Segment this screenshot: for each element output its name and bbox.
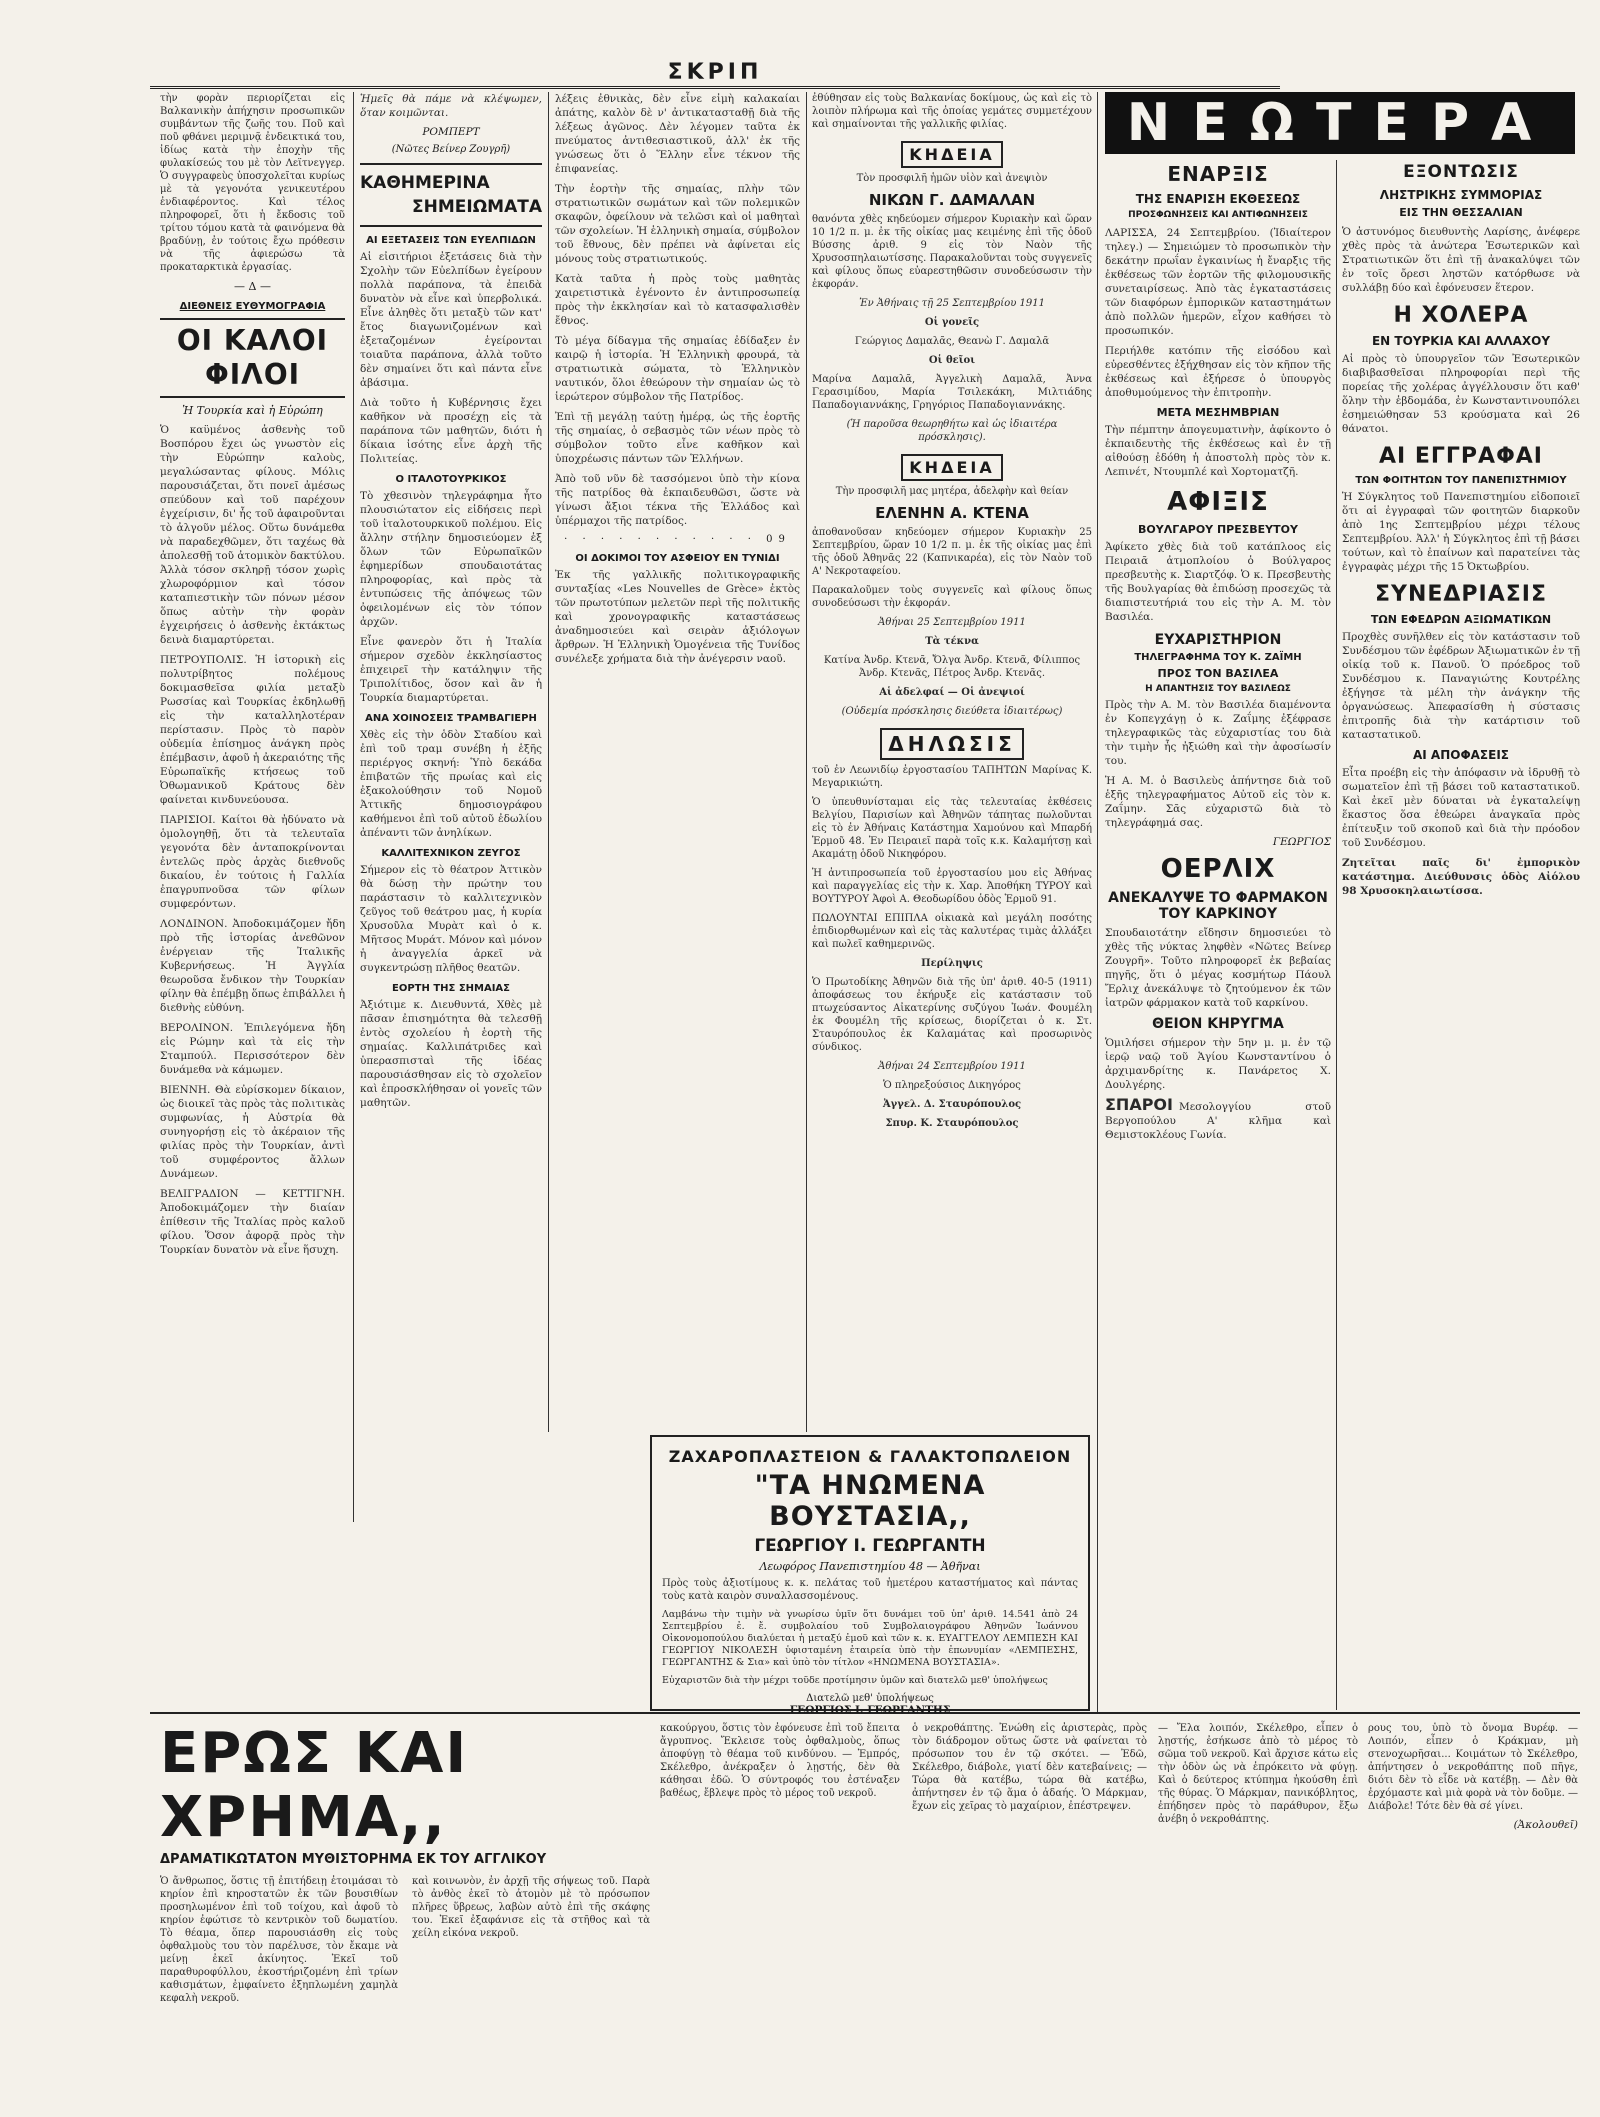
section-heading: ΑΝΑ ΧΟΙΝΟΣΕΙΣ ΤΡΑΜΒΑΓΙΕΡΗ: [365, 713, 537, 724]
serial-novel-column: [1368, 1722, 1578, 1982]
article-text: Προχθὲς συνῆλθεν εἰς τὸν κατάστασιν τοῦ Συνδέσμου τῶν ἐφέδρων Ἀξιωματικῶν ἐν τῇ οἰκίᾳ τοῦ κ. Πανοῦ. Ὁ πρόεδρος τοῦ Συνδέσμου κ. Παναγιώτης Κουτρέλης ἐξήγησε τὰ μέλη τὴν ἀνάγκην τῆς ὀργανώσεως. Ἀπεφασίσθη ἡ σύστασις ἐπιτροπῆς διὰ τὴν κατάρτισιν τοῦ καταστατικοῦ.: [1342, 631, 1580, 741]
pastry-shop-advertisement: [650, 1435, 1090, 1716]
serial-novel-column: [1158, 1722, 1358, 1982]
section-heading: ΚΑΛΛΙΤΕΧΝΙΚΟΝ ΖΕΥΓΟΣ: [381, 848, 521, 859]
serial-novel-column: [912, 1722, 1147, 1982]
subheading: ΤΗΛΕΓΡΑΦΗΜΑ ΤΟΥ Κ. ΖΑΪΜΗ: [1134, 652, 1302, 663]
novel-text: καὶ κοινωνὸν, ἐν ἀρχῇ τῆς σήψεως τοῦ. Παρὰ τὸ ἀνθὸς ἐκεῖ τὸ ἀτομὸν μὲ τὸ πρόσωπον πλῆρες ὕβρεως, λαβὼν αὐτὸ ἐπὶ τῆς σκάφης του. Ἐκεῖ ἐξαφάνισε εἰς τὰ στῆθος καὶ τὰ χείλη εἰκόνα νεκροῦ.: [412, 1876, 650, 1939]
column-6: [1342, 160, 1580, 1710]
section-heading: Ο ΙΤΑΛΟΤΟΥΡΚΙΚΟΣ: [395, 474, 507, 485]
article-text: Ἀπὸ τοῦ νῦν δὲ τασσόμενοι ὑπὸ τὴν κίονα τῆς πατρίδος θὰ ἐκπαιδευθῶσι, ὥστε νὰ γίνωσι ἄξιοι τέκνα τῆς Ἑλλάδος καὶ ὑπέρμαχοι τῆς πατρίδος.: [555, 473, 800, 527]
article-text: Εἶτα προέβη εἰς τὴν ἀπόφασιν νὰ ἱδρυθῇ τὸ σωματεῖον ἐπὶ τῇ βάσει τοῦ καταστατικοῦ. Καὶ ἐκεῖ μὲν δύναται νὰ ἐγκαταλείψῃ ἕκαστος ὅσα ἐθεώρει ἀναγκαῖα πρὸς ἐπίτευξιν τοῦ σκοποῦ καὶ διὰ τὴν πρόοδον τοῦ Συνδέσμου.: [1342, 767, 1580, 849]
headline-meeting: ΣΥΝΕΔΡΙΑΣΙΣ: [1374, 582, 1547, 607]
masthead: [150, 60, 1280, 89]
notice-text: Ὁ πληρεξούσιος Δικηγόρος: [883, 1080, 1021, 1091]
classified-ad: Ζητεῖται παῖς δι' ἐμπορικὸν κατάστημα. Διεύθυνσις ὁδὸς Αἰόλου 98 Χρυσοκηλαιωτίσσα.: [1342, 857, 1580, 897]
subheading: ΤΩΝ ΕΦΕΔΡΩΝ ΑΞΙΩΜΑΤΙΚΩΝ: [1370, 613, 1552, 626]
ad-text: Εὐχαριστῶν διὰ τὴν μέχρι τοῦδε προτίμησιν ὑμῶν καὶ διατελῶ μεθ' ὑπολήψεως: [662, 1675, 1048, 1686]
notice-date: Ἀθήναι 24 Σεπτεμβρίου 1911: [878, 1061, 1026, 1072]
declaration-heading: ΔΗΛΩΣΙΣ: [880, 728, 1023, 760]
notice-label: Τὰ τέκνα: [925, 636, 979, 647]
ad-closing: Διατελῶ μεθ' ὑπολήψεως: [806, 1693, 934, 1704]
signature: ΓΕΩΡΓΙΟΣ: [1272, 836, 1331, 848]
column-rule: [548, 92, 549, 1432]
notice-names: Σπυρ. Κ. Σταυρόπουλος: [885, 1118, 1019, 1129]
novel-subtitle: ΔΡΑΜΑΤΙΚΩΤΑΤΟΝ ΜΥΘΙΣΤΟΡΗΜΑ ΕΚ ΤΟΥ ΑΓΓΛΙΚΟΥ: [160, 1852, 547, 1867]
novel-title: ΕΡΩΣ ΚΑΙ ΧΡΗΜΑ,,: [160, 1721, 469, 1850]
novel-text: Ὁ ἄνθρωπος, ὅστις τῇ ἐπιτήδειῃ ἐτοιμάσαι τὸ κηρίον ἐπὶ κηροστατῶν ἐκ τῶν βουσιθίων προσηλωμένον ἐπὶ τοῦ τοίχου, καὶ ἀφοῦ τὸ κηρίον ἐφώτισε τὸ κεντρικὸν τοῦ δωματίου. Τὸ θέαμα, ὅπερ παρουσιάσθη εἰς τοὺς ὀφθαλμοὺς του τὸν παρέλυσε, τὸν ἔκαμε νὰ μείνῃ ἐκεῖ ἀκίνητος. Ἐκεῖ τοῦ παραθυροφύλλου, ἐκοστήριζομένη ἐπὶ τρίων καθισμάτων, ἐμφαίνετο ἐξηπλωμένη χαμηλὰ κεφαλὴ νεκροῦ.: [160, 1876, 398, 2004]
deceased-name: ΝΙΚΩΝ Γ. ΔΑΜΑΛΑΝ: [868, 191, 1036, 209]
novel-text: ὁ νεκροθάπτης. Ἐνώθη εἰς ἀριστερὰς, πρὸς τὸν διάδρομον οὕτως ὥστε νὰ φαίνεται τὸ πρόσωπον του ἐν τῷ σκότει. — Ἐδῶ, Σκέλεθρο, διάβολε, γιατί δὲν κατεβαίνεις; — Τώρα θὰ κατέβω, τώρα θὰ κατέβω, ἀπήντησεν ἐν τῷ ἅμα ὁ ἀδαής. Ὁ Μάρκμαν, ἔχων εἰς χεῖρας τὸ μαχαίριον, ἐπέστρεψεν.: [912, 1723, 1147, 1812]
notice-text: ἀποθανοῦσαν κηδεύομεν σήμερον Κυριακὴν 25 Σεπτεμβρίου, ὥραν 10 1/2 π. μ. ἐκ τῆς οἰκίας μας ἐπὶ τῆς ὁδοῦ Ἀθηνᾶς 22 (Καπνικαρέα), εἰς τὸν Ναὸν τοῦ Α' Νεκροταφείου.: [812, 527, 1092, 577]
column-1: [160, 92, 345, 1512]
article-text: ΛΟΝΔΙΝΟΝ. Ἀποδοκιμάζομεν ἤδη πρὸ τῆς ἱστορίας ἀνεθῶνον ἐνέργειαν τῆς Ἰταλικῆς Κυβερνήσεως. Ἡ Ἀγγλία θεωροῦσα ἔνδικον τὴν Τουρκίαν φίλην θὰ ἐπέμβῃ ὅπως ἐπιβάλλει ἡ διεθνὴς εὐθύνη.: [160, 918, 345, 1014]
novel-text: — Ἔλα λοιπόν, Σκέλεθρο, εἶπεν ὁ λῃστής, ἐσήκωσε ἀπὸ τὸ μέρος τὸ σῶμα τοῦ νεκροῦ. Καὶ ἄρχισε κάτω εἰς τὴν ὁδὸν ὡς νὰ ἐπρόκειτο νὰ φύγῃ. Καὶ ὁ δεύτερος κτύπημα ἠκούσθη ἐπὶ τῆς θύρας. Ὁ Μάρκμαν, πανικόβλητος, ἐπήδησεν πρὸς τὸ παράθυρον, ἔξω ἀνέβη ὁ νεκροθάπτης.: [1158, 1723, 1358, 1825]
column-rule: [1336, 160, 1337, 1710]
article-text: Ἡ Α. Μ. ὁ Βασιλεὺς ἀπήντησε διὰ τοῦ ἑξῆς τηλεγραφήματος Αὐτοῦ εἰς τὸν κ. Ζαΐμην. Σᾶς εὐχαριστῶ διὰ τὸ τηλεγράφημά σας.: [1105, 775, 1331, 829]
ad-heading: ΖΑΧΑΡΟΠΛΑΣΤΕΙΟΝ & ΓΑΛΑΚΤΟΠΩΛΕΙΟΝ: [668, 1447, 1072, 1466]
subheadline: Ἡ Τουρκία καὶ ἡ Εὐρώπη: [182, 404, 323, 417]
novel-text: ρους του, ὑπὸ τὸ ὄνομα Βυρέφ. — Λοιπόν, εἶπεν ὁ Κράκμαν, μὴ στενοχωρῆσαι... Κοιμάτων τὸ Σκέλεθρο, ἀπήντησεν ὁ νεκροθάπτης ποῦ πῆγε, διότι δὲν τὸ εἶδε νὰ κατέβῃ. — Δὲν θὰ ἐρχόμαστε καὶ μιὰ φορὰ νὰ τὸν δοῦμε. — Διάβολε! Τότε δὲν θὰ σέ γίνει.: [1368, 1723, 1578, 1812]
headline-exhibition: ΤΗΣ ΕΝΑΡΙΣΗ ΕΚΘΕΣΕΩΣ: [1135, 192, 1301, 206]
column-3: [555, 92, 800, 1422]
serial-novel-column: [660, 1722, 900, 1982]
subheading: ΠΡΟΣΦΩΝΗΣΕΙΣ ΚΑΙ ΑΝΤΙΦΩΝΗΣΕΙΣ: [1128, 210, 1308, 220]
ad-text: Λαμβάνω τὴν τιμὴν νὰ γνωρίσω ὑμῖν ὅτι δυνάμει τοῦ ὑπ' ἀριθ. 14.541 ἀπὸ 24 Σεπτεμβρίου ἐ. ἔ. συμβολαίου τοῦ Συμβολαιογράφου Ἀθηνῶν Ἰωάννου Οἰκονομοπούλου διαλύεται ἡ μεταξύ ἐμοῦ καὶ τῶν κ. κ. ΕΥΑΓΓΕΛΟΥ ΛΕΜΠΕΣΗ ΚΑΙ ΓΕΩΡΓΙΟΥ ΝΙΚΟΛΕΣΗ ὑφισταμένη ἑταιρεία ὑπὸ τὴν ἐπωνυμίαν «ΛΕΜΠΕΣΗΣ, ΓΕΩΡΓΑΝΤΗΣ & Σια» καὶ ὑπὸ τὸν τίτλον «ΗΝΩΜΕΝΑ ΒΟΥΣΤΑΣΙΑ».: [662, 1609, 1078, 1668]
column-rule: [1097, 92, 1098, 1712]
notice-text: Τὴν προσφιλῆ μας μητέρα, ἀδελφὴν καὶ θείαν: [835, 486, 1069, 497]
classified-ad: [1105, 1095, 1331, 1142]
headline-arrival: ΑΦΙΞΙΣ: [1167, 487, 1269, 517]
ad-owner: ΓΕΩΡΓΙΟΥ Ι. ΓΕΩΡΓΑΝΤΗ: [754, 1536, 986, 1556]
article-text: τὴν φορὰν περιορίζεται εἰς Βαλκανικὴν ἀπήχησιν προσωπικῶν συμβάντων τῆς ζωῆς του. Ποῦ καὶ ποῦ φθάνει μεριμνᾷ ἐνδεικτικά του, ἰδίως κατὰ τὴν ἐποχὴν τῆς φυλακίσεώς του μὲ τὸν Λεϊτνεγγερ. Ὁ συγγραφεὺς ὑποσχολεῖται κυρίως μὲ τὰ γεγονότα γενικευτέρου ἐνδιαφέροντος. Καὶ τέλος πληροφορεῖ, ὅτι ἡ ἔκδοσις τοῦ τρίτου τόμου κατὰ τὰ φαινόμενα θὰ βραδύνῃ, ἐν τούτοις ἔχω πρόθεσιν νὰ τῆς ἀφιερώσω τὰ προκαταρκτικὰ ἐργασίας.: [160, 93, 345, 273]
funeral-notice-heading: ΚΗΔΕΙΑ: [901, 141, 1002, 168]
article-text: Εἶνε φανερὸν ὅτι ἡ Ἰταλία σήμερον σχεδὸν ἐκκλησίαστος ἐπιχειρεῖ τὴν κατάληψιν τῆς Τριπολίτιδος, ὅσον καὶ ἂν ἡ Τουρκία διαμαρτύρεται.: [360, 636, 542, 704]
subheading: ΜΕΤΑ ΜΕΣΗΜΒΡΙΑΝ: [1156, 406, 1280, 419]
subheading: ΒΟΥΛΓΑΡΟΥ ΠΡΕΣΒΕΥΤΟΥ: [1138, 523, 1298, 536]
subheading: ΕΙΣ ΤΗΝ ΘΕΣΣΑΛΙΑΝ: [1399, 206, 1523, 219]
funeral-notice-heading: ΚΗΔΕΙΑ: [901, 454, 1002, 481]
ad-address: Λεωφόρος Πανεπιστημίου 48 — Ἀθῆναι: [759, 1560, 981, 1573]
article-text: Ἀξιότιμε κ. Διευθυντά, Χθὲς μὲ πᾶσαν ἐπισημότητα θὰ τελεσθῇ ἐντὸς σχολείου ἡ ἑορτὴ τῆς σημαίας. Καλλιπάτριδες καὶ ὑπερασπισταὶ τῆς ἰδέας παρουσιάσθησαν εἰς τὸ σχολεῖον καὶ ἐπροσκλήθησαν οἱ γονεῖς τῶν μαθητῶν.: [360, 999, 542, 1109]
article-text: Αἱ πρὸς τὸ ὑπουργεῖον τῶν Ἐσωτερικῶν διαβιβασθεῖσαι πληροφορίαι περὶ τῆς πορείας τῆς χολέρας ἀγγέλλουσιν ὅτι καθ' ὅλην τὴν ἑβδομάδα, ἐν Κωνσταντινουπόλει ἐσημειώθησαν 53 κρούσματα καὶ 26 θάνατοι.: [1342, 353, 1580, 435]
notice-text: Ὁ ὑπευθυνίσταμαι εἰς τὰς τελευταίας ἐκθέσεις Βελγίου, Παρισίων καὶ Ἀθηνῶν τάπητας πωλοῦνται εἰς τὸ ἐν Ἀθήναις Κατάστημα Χαμούνου καὶ Μπαρδή Ἑρμοῦ 48. Ἐν Πειραιεῖ παρὰ τοῖς κ.κ. Καλαμήτσῃ καὶ Ακαμάτῃ ὁδοῦ Νικηφόρου.: [812, 797, 1092, 860]
article-text: Διὰ τοῦτο ἡ Κυβέρνησις ἔχει καθῆκον νὰ προσέχῃ εἰς τὰ παράπονα τῶν μαθητῶν, διότι ἡ δίκαια ἰσότης εἶνε ἀρχὴ τῆς Πολιτείας.: [360, 397, 542, 465]
epigraph-source: (Νῶτες Βείνερ Ζουγρῆ): [391, 144, 511, 155]
column-2: [360, 92, 542, 1422]
article-text: ἐθύθησαν εἰς τοὺς Βαλκανίας δοκίμους, ὡς καὶ εἰς τὸ λοιπὸν πλήρωμα καὶ τῆς ὁποίας γεμάτες συμμετέχουν καὶ σημαίνονται τῆς γαλλικῆς φιλίας.: [812, 93, 1092, 130]
article-text: Χθὲς εἰς τὴν ὁδὸν Σταδίου καὶ ἐπὶ τοῦ τραμ συνέβη ἡ ἑξῆς περιέργος σκηνή: Ὑπὸ δεκάδα ἐπιβατῶν τῆς πρωίας καὶ εἰς ἐξακολούθησιν τοῦ Νομοῦ Ἀττικῆς δημοσιογράφου καθήμενοι ἐπὶ τοῦ αὐτοῦ ἐδωλίου ἀπέναντι τῶν ἀνηλίκων.: [360, 729, 542, 839]
subheading: ΑΙ ΑΠΟΦΑΣΕΙΣ: [1412, 748, 1509, 762]
article-text: Πρὸς τὴν Α. Μ. τὸν Βασιλέα διαμένοντα ἐν Κοπεγχάγῃ ὁ κ. Ζαΐμης ἐξέφρασε τηλεγραφικῶς τὰς εὐχαριστίας του διὰ τὴν τιμὴν ἧς ἠξιώθη καὶ τὴν ἀφοσίωσίν του.: [1105, 699, 1331, 767]
notice-text: θανόντα χθὲς κηδεύομεν σήμερον Κυριακὴν καὶ ὥραν 10 1/2 π. μ. ἐκ τῆς οἰκίας μας κειμένης ἐπὶ τῆς ὁδοῦ Βύσσης ἀριθ. 9 εἰς τὸν Ναὸν τῆς Χρυσοσπηλαιωτίσσης. Παρακαλοῦνται τοὺς συγγενεῖς καὶ φίλους ὅπως εὐαρεστηθῶσιν συνοδεύσωσιν τὴν ἐκφοράν.: [812, 214, 1092, 290]
column-5: [1105, 160, 1331, 1710]
ad-signature: ΓΕΩΡΓΙΟΣ Ι. ΓΕΩΡΓΑΝΤΗΣ: [789, 1704, 951, 1716]
notice-text: ΠΩΛΟΥΝΤΑΙ ΕΠΙΠΛΑ οἰκιακὰ καὶ μεγάλη ποσότης ἐπιδιορθωμένων καὶ εἰς τὰς καλυτέρας τιμὰς ἀλλάξει καὶ πωλεῖ καθημερινῶς.: [812, 913, 1092, 950]
article-text: Τὸ μέγα δίδαγμα τῆς σημαίας ἐδίδαξεν ἐν καιρῷ ἡ ἱστορία. Ἡ Ἑλληνικὴ φρουρά, τὰ στρατιωτικὰ σώματα, τὸ Ἑλληνικὸν ναυτικόν, ὅλοι ἐθεώρουν τὴν σημαίαν ὡς τὸ ἱερώτερον σύμβολον τῆς Πατρίδος.: [555, 335, 800, 403]
notice-note: (Οὐδεμία πρόσκλησις διεύθετα ἰδιαιτέρως): [841, 706, 1063, 717]
signature: — Δ —: [234, 280, 271, 293]
daily-notes-header: [360, 163, 542, 227]
notice-date: Ἀθήναι 25 Σεπτεμβρίου 1911: [878, 617, 1026, 628]
article-text: Ἐκ τῆς γαλλικῆς πολιτικογραφικῆς συνταξίας «Les Nouvelles de Grèce» ἐκτὸς τῶν πρωτοτύπων μελετῶν περὶ τῆς πολιτικῆς καὶ χρονογραφικῆς καταστάσεως ἀναδημοσιεύει καὶ σειρὰν ἀξιόλογων ἄρθρων. Ἡ Ἑλληνικὴ Ὁμογένεια τῆς Τυνίδος συνέλεξε χρήματα διὰ τὴν ἀνέγερσιν ναοῦ.: [555, 569, 800, 665]
headline-gang: ΛΗΣΤΡΙΚΗΣ ΣΥΜΜΟΡΙΑΣ: [1379, 188, 1543, 202]
headline-cholera: Η ΧΟΛΕΡΑ: [1393, 303, 1529, 328]
article-text: λέξεις ἐθνικὰς, δὲν εἶνε εἰμὴ καλακαίαι ἀπάτης, καλὸν δὲ ν' ἀντικατασταθῇ διὰ τῆς λέξεως ἀγῶνος. Δὲν λέγομεν ταῦτα ἐκ πνεύματος ἀντιθεσιαστικοῦ, ἀλλ' ἐκ τῆς γνώσεως ὅτι ὁ Ἕλλην εἶνε τέκνον τῆς ἐπιφανείας.: [555, 93, 800, 175]
headline-cancer-cure: ΑΝΕΚΑΛΥΨΕ ΤΟ ΦΑΡΜΑΚΟΝ ΤΟΥ ΚΑΡΚΙΝΟΥ: [1108, 890, 1328, 922]
article-text: Ἐπὶ τῇ μεγάλῃ ταύτῃ ἡμέρᾳ, ὡς τῆς ἑορτῆς τῆς σημαίας, ὁ σεβασμὸς τῶν νέων πρὸς τὸ σύμβολον τοῦτο εἶνε καθῆκον καὶ ὑποχρέωσις πάντων τῶν Ἑλλήνων.: [555, 411, 800, 465]
article-text: Περιήλθε κατόπιν τῆς εἰσόδου καὶ εὐρεσθέντες ἐξήχθησαν εἰς τὸν κῆπον τῆς ἐκθέσεως καὶ ἐξήρεσε ὁ ὑπουργὸς ἀποθυμούμενος τὴν ἐπιτροπὴν.: [1105, 345, 1331, 399]
notice-label: Περίληψις: [921, 958, 983, 969]
to-be-continued: (Ἀκολουθεῖ): [1513, 1819, 1578, 1831]
deceased-name: ΕΛΕΝΗΝ Α. ΚΤΕΝΑ: [875, 504, 1029, 522]
headline-sermon: ΘΕΙΟΝ ΚΗΡΥΓΜΑ: [1152, 1016, 1284, 1032]
section-kicker: ΔΙΕΘΝΕΙΣ ΕΥΘΥΜΟΓΡΑΦΙΑ: [179, 301, 326, 312]
article-text: Ἡ Σύγκλητος τοῦ Πανεπιστημίου εἰδοποιεῖ ὅτι αἱ ἐγγραφαὶ τῶν φοιτητῶν διαρκοῦν ἀπὸ 1ης Σεπτεμβρίου μέχρι τέλους Σεπτεμβρίου. Ἀλλ' ἡ Σύγκλητος ἐπὶ τῇ βάσει τούτων, καὶ τὸ ἐπαίνων καὶ παρατείνει τὰς ἐγγραφὰς μέχρι τῆς 15 Ὀκτωβρίου.: [1342, 491, 1580, 573]
article-text: ΒΙΕΝΝΗ. Θὰ εὐρίσκομεν δίκαιον, ὡς διοικεῖ τὰς πρὸς τὰς πολιτικὰς συμφωνίας, ἡ Αὐστρία θὰ συνηγορήσῃ εἰς τὸ ἀκέραιον τῆς φιλίας πρὸς τὴν Τουρκίαν, ἀντὶ τοῦ συμφέροντος ἄλλων Δυνάμεων.: [160, 1084, 345, 1180]
notice-names: Κατίνα Ἀνδρ. Κτενᾶ, Ὄλγα Ἀνδρ. Κτενᾶ, Φίλιππος Ἀνδρ. Κτενᾶς, Πέτρος Ἀνδρ. Κτενᾶς.: [823, 655, 1081, 679]
epigraph-author: ΡΟΜΠΕΡΤ: [422, 126, 480, 138]
notice-label: Αἱ ἀδελφαί — Οἱ ἀνεψιοί: [879, 687, 1025, 698]
article-text: ΒΕΡΟΛΙΝΟΝ. Ἐπιλεγόμενα ἤδη εἰς Ρώμην καὶ τὰ εἰς τὴν Σταμπούλ. Περισσότερον δὲν δυνάμεθα νὰ κάμωμεν.: [160, 1022, 345, 1076]
article-text: ΠΑΡΙΣΙΟΙ. Καίτοι θὰ ἠδύνατο νὰ ὁμολογηθῇ, ὅτι τὰ τελευταῖα γεγονότα δὲν ἀνταποκρίνονται ἐντελῶς πρὸς ἀρχὰς διεθνοῦς δικαίου, ἐν τούτοις ἡ Γαλλία ἐπαγρυπνοῦσα τῶν φίλων συμφερόντων.: [160, 814, 345, 910]
classified-text: Μεσολογγίου στοῦ Βεργοπούλου Α' κλῆμα καὶ Θεμιστοκλέους Γωνία.: [1105, 1101, 1331, 1141]
subheading: ΤΩΝ ΦΟΙΤΗΤΩΝ ΤΟΥ ΠΑΝΕΠΙΣΤΗΜΙΟΥ: [1355, 475, 1567, 486]
article-text: Τὸ χθεσινὸν τηλεγράφημα ἦτο πλουσιώτατον εἰς εἰδήσεις περὶ τοῦ ἰταλοτουρκικοῦ πολέμου. Εἰς ἄλλην στήλην δημοσιεύομεν ἐξ ὅλων τῶν Εὐρωπαϊκῶν ἐφημερίδων σπουδαιοτάτας πληροφορίας, καὶ πρὸς τὰ ἐντυπώσεις τῆς ἀπόψεως τῶν ὀφειλομένων εἰς τὸν τόπον ἀρχῶν.: [360, 490, 542, 628]
article-text: Σπουδαιοτάτην εἴδησιν δημοσιεύει τὸ χθὲς τῆς νύκτας ληφθὲν «Νῶτες Βείνερ Ζουγρῆ». Τοῦτο πληροφορεῖ ἐκ βεβαίας πηγῆς, ὅτι ὁ μέγας κοσμήτωρ Πάουλ Ἔρλιχ ἀνεκάλυψε τὸ ζητούμενον ἐκ τῶν ἰατρῶν φάρμακον κατὰ τοῦ καρκίνου.: [1105, 927, 1331, 1009]
notice-text: Παρακαλοῦμεν τοὺς συγγενεῖς καὶ φίλους ὅπως συνοδεύσωσι τὴν ἐκφοράν.: [812, 585, 1092, 609]
headline-ehrlich: ΟΕΡΛΙΧ: [1160, 854, 1276, 884]
article-text: ΠΕΤΡΟΥΠΟΛΙΣ. Ἡ ἱστορικὴ εἰς πολυτρίβητος πολέμους δοκιμασθεῖσα φιλία μεταξὺ Ρωσσίας καὶ Τουρκίας ἐκδηλωθῇ εἰς τὴν καταλληλοτέραν περίστασιν. Πρὸς τὸ παρὸν οὐδεμία ἐπίσημος ἀνάγκη πρὸς ἐπέμβασιν, ἀφοῦ ἡ ἀκεραιότης τῆς Εὐρωπαϊκῆς κτήσεως τοῦ Ὀθωμανικοῦ Κράτους δὲν φαίνεται κινδυνεύουσα.: [160, 654, 345, 806]
ad-text: Πρὸς τοὺς ἀξιοτίμους κ. κ. πελάτας τοῦ ἡμετέρου καταστήματος καὶ πάντας τοὺς κατὰ καιρὸν συναλλασσομένους.: [662, 1578, 1078, 1602]
article-text: Ὁ καϋμένος ἀσθενὴς τοῦ Βοσπόρου ἔχει ὡς γνωστὸν εἰς τὴν Εὐρώπην καλοὺς, μεγαλώσαντας φίλους. Μόλις παρουσιάζεται, ὅτι πονεῖ ἀμέσως σπεύδουν καὶ τοῦ παρέχουν ἐγχείρισιν, δι' ἧς τοῦ ἀφαιροῦνται τὸ ἀλγοῦν μέλος. Οὕτω δυνάμεθα νὰ παραδεχθῶμεν, ὅτι ταχέως θὰ ἀπολεσθῇ τοῦ ἀτομικὸν δακτύλου. Ἀλλὰ τόσον σκληρῇ τόσον χωρὶς χλωροφόρμιον καὶ τόσον καταπιεστικὴν τῶν πόνων μέσον ὅπως αὐτὴν τὴν φορὰν ἐγχειρήσεις ὁ ἀσθενὴς ἐκτάκτως δεινὰ διαμαρτύρεται.: [160, 424, 346, 646]
headline-enrollment: ΑΙ ΕΓΓΡΑΦΑΙ: [1378, 444, 1543, 469]
notice-text: Ὁ Πρωτοδίκης Ἀθηνῶν διὰ τῆς ὑπ' ἀριθ. 40-5 (1911) ἀποφάσεως του ἐκήρυξε εἰς κατάστασιν τοῦ πτωχεύσαντος Αἰκατερίνης συζύγου Ἰωάν. Φουμέλη ἐκ Φουμέλη τῆς κρίσεως, διορίζεται ὁ κ. Στ. Σταυρόπουλος ἐκ Καλαμάτας καὶ προσωρινὸς σύνδικος.: [812, 977, 1092, 1053]
separator-dots: · · · · · · · · · · · 09: [564, 534, 791, 545]
headline-extermination: ΕΞΟΝΤΩΣΙΣ: [1403, 162, 1519, 182]
notice-note: (Ἡ παροῦσα θεωρηθήτω καὶ ὡς ἰδιαιτέρα πρόσκλησις).: [846, 419, 1058, 443]
article-text: Ὁ ἀστυνόμος διευθυντὴς Λαρίσης, ἀνέφερε χθὲς πρὸς τὰ ἀνώτερα Ἐσωτερικῶν καὶ Στρατιωτικῶν ὅτι ἐπὶ τῇ ἀνακαλύψει τῶν ἐν τοῖς ὄρεσι ληστῶν κατόρθωσε νὰ συλλάβῃ δύο καὶ ἐφόνευσεν ἕτερον.: [1342, 226, 1580, 294]
article-text: Ὁμιλήσει σήμερον τὴν 5ην μ. μ. ἐν τῷ ἱερῷ ναῷ τοῦ Ἁγίου Κωνσταντίνου ὁ ἀρχιμανδρίτης κ. Πανάρετος Χ. Δουλγέρης.: [1105, 1037, 1331, 1091]
column-rule: [806, 92, 807, 1432]
article-text: ΒΕΛΙΓΡΑΔΙΟΝ — ΚΕΤΤΙΓΝΗ. Ἀποδοκιμάζομεν τὴν διαίαν ἐπίθεσιν τῆς Ἰταλίας πρὸς καλοῦ φίλου. Ὅσον ἀφορᾷ πρὸς τὴν Τουρκίαν δυνατὸν νὰ εἶνε ἥσυχη.: [160, 1188, 345, 1256]
latest-news-banner: ΝΕΩΤΕΡΑ: [1105, 92, 1575, 154]
section-heading: ΕΟΡΤΗ ΤΗΣ ΣΗΜΑΙΑΣ: [391, 983, 511, 994]
section-heading: ΟΙ ΔΟΚΙΜΟΙ ΤΟΥ ΑΣΦΕΙΟΥ ΕΝ ΤΥΝΙΔΙ: [575, 553, 780, 564]
notice-names: Γεώργιος Δαμαλᾶς, Θεανὼ Γ. Δαμαλᾶ: [854, 336, 1050, 347]
epigraph: Ἡμεῖς θὰ πάμε νὰ κλέψωμεν, ὅταν κοιμῶνται.: [360, 93, 542, 119]
masthead-title: ΣΚΡΙΠ: [667, 60, 763, 85]
headline-opening: ΕΝΑΡΞΙΣ: [1167, 162, 1269, 186]
article-text: Σήμερον εἰς τὸ θέατρον Ἀττικὸν θὰ δώσῃ τὴν πρώτην του παράστασιν τὸ καλλιτεχνικὸν ζεῦγος τοῦ θεάτρου μας, ἡ κυρία Χρυσοῦλα Μυρὰτ καὶ ὁ κ. Μῆτσος Μυράτ. Μόνον καὶ μόνον ἡ ἀναγγελία ἀρκεῖ νὰ συγκεντρώσῃ πλῆθος θεατῶν.: [360, 864, 542, 974]
notice-names: Ἀγγελ. Δ. Σταυρόπουλος: [882, 1099, 1022, 1110]
subheading: Η ΑΠΑΝΤΗΣΙΣ ΤΟΥ ΒΑΣΙΛΕΩΣ: [1145, 684, 1291, 694]
column-rule: [353, 92, 354, 1522]
serial-novel-title-block: [160, 1721, 650, 2004]
subheading: ΕΝ ΤΟΥΡΚΙΑ ΚΑΙ ΑΛΛΑΧΟΥ: [1371, 334, 1551, 348]
heading-daily: ΚΑΘΗΜΕΡΙΝΑ: [360, 173, 490, 193]
ad-shop-name: "ΤΑ ΗΝΩΜΕΝΑ ΒΟΥΣΤΑΣΙΑ,,: [754, 1470, 986, 1532]
article-text: Ἀφίκετο χθὲς διὰ τοῦ κατάπλοος εἰς Πειραιᾶ ἀτμοπλοίου ὁ Βούλγαρος πρεσβευτὴς κ. Σιαρτζόφ. Ὁ κ. Πρεσβευτὴς τῆς Βουλγαρίας θὰ ἐπιδώσῃ προσεχῶς τὰ διαπιστευτήριά του εἰς τὴν Α. Μ. τὸν Βασιλέα.: [1105, 541, 1331, 623]
article-text: Αἱ εἰσιτήριοι ἐξετάσεις διὰ τὴν Σχολὴν τῶν Εὐελπίδων ἐγείρουν πολλὰ παράπονα, τὰ ἐπειδὰ δυνατὸν νὰ εἶνε καὶ ὑπερβολικά. Εἶνε ἀληθὲς ὅτι μεταξὺ τῶν κατ' ἔτος διαγωνιζομένων καὶ ἐξεταζομένων ἐγείρονται τοιαῦτα παράπονα, ἀλλὰ τοῦτο δὲν σημαίνει ὅτι καὶ πάντα εἶνε ἀβάσιμα.: [360, 251, 542, 389]
article-text: ΛΑΡΙΣΣΑ, 24 Σεπτεμβρίου. (Ἰδιαίτερον τηλεγ.) — Σημειώμεν τὸ προσωπικὸν τὴν δεκάτην πρωΐαν ἐγκαινίως ἡ ἔναρξις τῆς ἐκθέσεως τῶν ἑορτῶν τῆς φιλομουσικῆς συνεταιρίσεως. Ἀπὸ τὰς ἐγκαταστάσεις τῶν διαφόρων ἐμπορικῶν καταστημάτων ἀπὸ πολλῶν ἡμερῶν, εἶχον καθήσει τὸ προσωπικόν.: [1105, 227, 1331, 337]
article-text: Κατὰ ταῦτα ἡ πρὸς τοὺς μαθητὰς χαιρετιστικὰ ἐγένοντο ἐν ἀντιπροσωπείᾳ πρὸς τὴν ἐκκλησίαν καὶ τὸ κατασφαλισθὲν ἔθνος.: [555, 273, 800, 327]
notice-date: Ἐν Ἀθήναις τῇ 25 Σεπτεμβρίου 1911: [859, 298, 1045, 309]
novel-text: κακούργου, ὅστις τὸν ἐφόνευσε ἐπὶ τοῦ ἔπειτα ἄγρυπνος. Ἔκλεισε τοὺς ὀφθαλμοὺς, ὅπως ἀποφύγῃ τὸ θέαμα τοῦ κινδύνου. — Ἐμπρός, Σκέλεθρο, ἀνέκραξεν ὁ λῃστής, δὲν θὰ κάθησαι ἐδῶ. Ὁ σύντροφός του ἐστέναξεν βαθέως, ἔβλεψε πρὸς τὸ μέρος τοῦ νεκροῦ.: [660, 1723, 900, 1799]
notice-label: Οἱ θεῖοι: [928, 355, 976, 366]
article-text: Τὴν ἑορτὴν τῆς σημαίας, πλὴν τῶν στρατιωτικῶν σωμάτων καὶ τῶν πολεμικῶν σκαφῶν, ὀφείλουν νὰ τελῶσι καὶ οἱ μαθηταὶ τῶν σχολείων. Ἡ ἑλληνικὴ σημαία, σύμβολον τοῦ ἔθνους, δὲν πρέπει νὰ ἀφίνεται εἰς μόνους τοὺς στρατιωτικούς.: [555, 183, 800, 265]
article-text: Τὴν πέμπτην ἀπογευματινὴν, ἀφίκοντο ὁ ἐκπαιδευτὴς τῆς ἐκθέσεως καὶ ἐν τῇ αἰθούσῃ ἐδόθη ἡ ἀποστολὴ πρὸς τὸν κ. Λεπινέτ, Ντουμπλέ καὶ Χορτοματζῆ.: [1105, 424, 1331, 478]
heading-notes: ΣΗΜΕΙΩΜΑΤΑ: [412, 197, 542, 217]
classified-keyword: ΣΠΑΡΟΙ: [1105, 1095, 1173, 1114]
headline-thanks: ΕΥΧΑΡΙΣΤΗΡΙΟΝ: [1154, 632, 1282, 648]
notice-text: Ἡ ἀντιπροσωπεία τοῦ ἐργοστασίου μου εἰς Ἀθήνας καὶ παραγγελίας εἰς τὴν κ. Χαρ. Ἀποθήκη ΤΥΡΟΥ καὶ ΒΟΥΤΥΡΟΥ Ἀφοὶ Α. Θεοδωρίδου ὁδὸς Ἑρμοῦ 91.: [812, 868, 1092, 905]
notice-names: Μαρίνα Δαμαλᾶ, Ἀγγελικὴ Δαμαλᾶ, Ἀννα Γερασιμίδου, Μαρία Τσιλεκάκη, Μιλτιάδης Παπαδογιαννάκης, Γρηγόριος Παπαδογιαννάκης.: [812, 374, 1092, 411]
headline-good-friends: ΟΙ ΚΑΛΟΙ ΦΙΛΟΙ: [160, 318, 345, 398]
notice-text: Τὸν προσφιλῆ ἡμῶν υἱὸν καὶ ἀνεψιὸν: [856, 173, 1048, 184]
notice-label: Οἱ γονεῖς: [924, 317, 980, 328]
subheading: ΠΡΟΣ ΤΟΝ ΒΑΣΙΛΕΑ: [1157, 667, 1279, 680]
section-heading: ΑΙ ΕΞΕΤΑΣΕΙΣ ΤΩΝ ΕΥΕΛΠΙΔΩΝ: [366, 235, 536, 246]
notice-text: τοῦ ἐν Λεωνιδίῳ ἐργοστασίου ΤΑΠΗΤΩΝ Μαρίνας Κ. Μεγαρικιώτη.: [812, 765, 1092, 789]
column-4-notices: [812, 92, 1092, 1422]
